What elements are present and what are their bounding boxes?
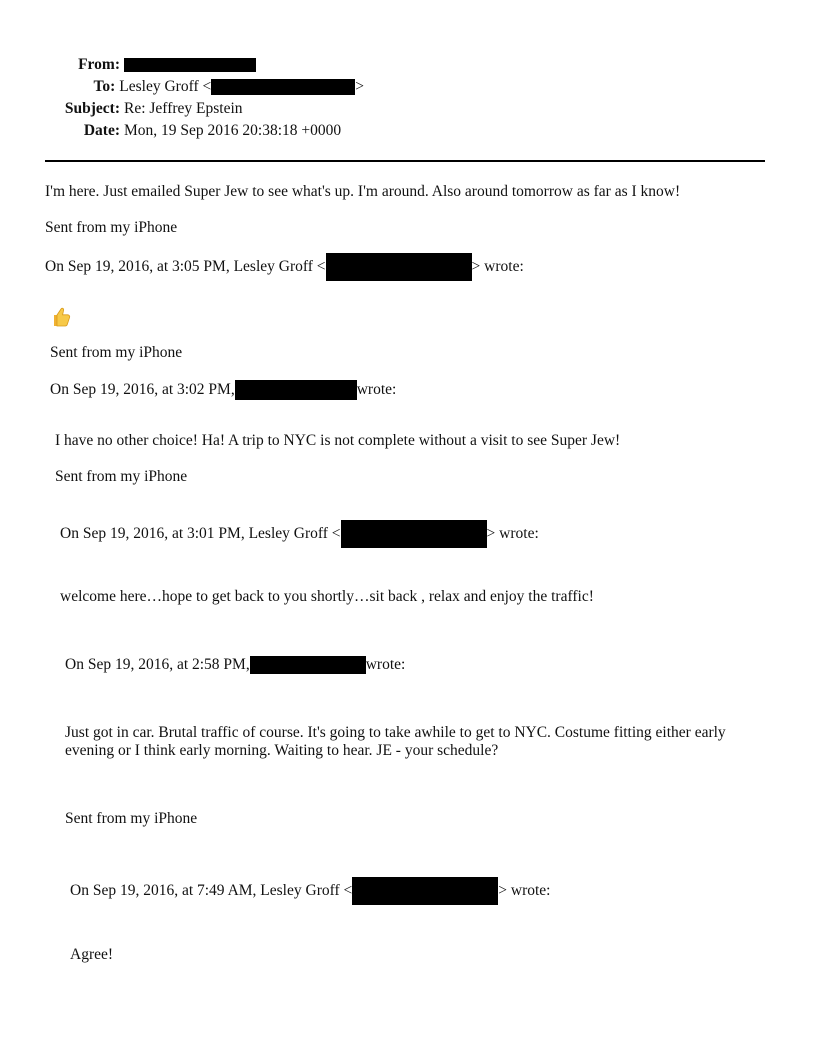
to-label: To: <box>93 78 116 95</box>
quote-header-text: On Sep 19, 2016, at 7:49 AM, Lesley Groff < <box>70 882 353 899</box>
from-row <box>44 54 364 76</box>
quote-header-text: On Sep 19, 2016, at 3:05 PM, Lesley Groff < <box>45 258 326 275</box>
quote-header-text: On Sep 19, 2016, at 3:02 PM, <box>50 381 235 398</box>
subject-row <box>44 98 364 120</box>
from-label: From: <box>78 56 120 73</box>
quote-header-suffix: > wrote: <box>471 258 524 275</box>
quote-header-suffix: wrote: <box>356 381 397 398</box>
redaction-box <box>124 58 256 72</box>
redaction-box <box>211 79 355 95</box>
message-text: I'm here. Just emailed Super Jew to see what's up. I'm around. Also around tomorrow as far as I know! <box>45 183 681 200</box>
email-header <box>44 54 364 142</box>
redaction-box <box>352 877 498 905</box>
header-divider <box>45 160 765 162</box>
signature: Sent from my iPhone <box>50 344 183 361</box>
signature: Sent from my iPhone <box>45 219 178 236</box>
redaction-box <box>250 656 366 674</box>
subject-label: Subject: <box>64 100 120 117</box>
quote-header <box>50 380 396 400</box>
date-value: Mon, 19 Sep 2016 20:38:18 +0000 <box>124 122 342 139</box>
thumbs-up-icon <box>48 305 72 329</box>
quote-header-suffix: wrote: <box>365 656 406 673</box>
quote-header <box>65 656 405 674</box>
quote-header <box>45 253 524 281</box>
to-value <box>119 78 364 96</box>
to-name: Lesley Groff < <box>119 78 212 95</box>
quote-header <box>60 520 539 548</box>
quote-header-suffix: > wrote: <box>486 525 539 542</box>
quote-header-text: On Sep 19, 2016, at 2:58 PM, <box>65 656 250 673</box>
redaction-box <box>235 380 357 400</box>
date-row <box>44 120 364 142</box>
message-text: welcome here…hope to get back to you shortly…sit back , relax and enjoy the traffic! <box>60 588 594 605</box>
signature: Sent from my iPhone <box>55 468 188 485</box>
quote-header-text: On Sep 19, 2016, at 3:01 PM, Lesley Groff < <box>60 525 341 542</box>
redaction-box <box>326 253 472 281</box>
from-value <box>124 58 256 72</box>
to-row <box>44 76 364 98</box>
to-close: > <box>355 78 364 95</box>
redaction-box <box>341 520 487 548</box>
quote-header-suffix: > wrote: <box>498 882 551 899</box>
subject-value: Re: Jeffrey Epstein <box>124 100 243 117</box>
message-text: Agree! <box>70 946 114 963</box>
signature: Sent from my iPhone <box>65 810 198 827</box>
quote-header <box>70 877 550 905</box>
message-text: Just got in car. Brutal traffic of course. It's going to take awhile to get to NYC. Costume fitting either early evening or I think early morning. Waiting to hear. JE - your schedule? <box>65 724 726 759</box>
message-text: I have no other choice! Ha! A trip to NYC is not complete without a visit to see Super Jew! <box>55 432 621 449</box>
date-label: Date: <box>83 122 120 139</box>
